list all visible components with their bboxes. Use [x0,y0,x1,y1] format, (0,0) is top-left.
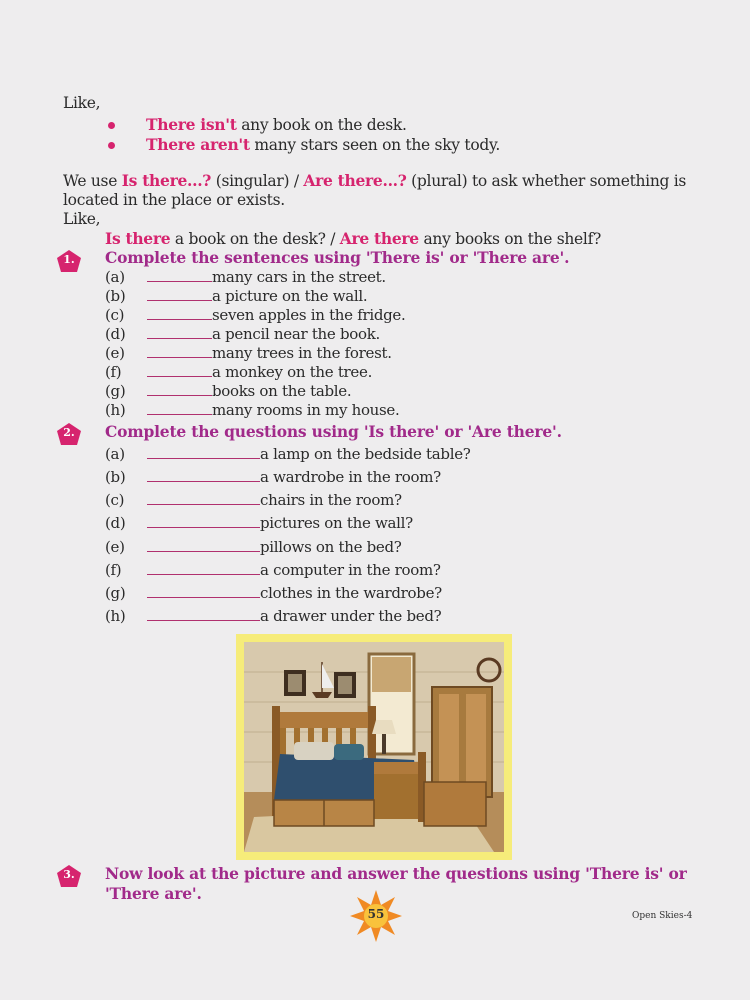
page-number-sun-icon [350,890,402,942]
like-label-2: Like, [63,210,101,228]
rule-line-2: located in the place or exists. [63,191,285,209]
answer-blank[interactable] [147,445,260,459]
like-label-1: Like, [63,94,101,112]
bedroom-picture-frame [236,634,512,860]
exercise-1-item: (d) a pencil near the book. [105,325,380,343]
exercise-1-item: (a) many cars in the street. [105,268,386,286]
section-3-heading-line-2: 'There are'. [105,884,202,903]
exercise-2-item: (e) pillows on the bed? [105,538,402,556]
book-title: Open Skies-4 [632,911,693,921]
answer-blank[interactable] [147,306,212,320]
exercise-1-item: (c) seven apples in the fridge. [105,306,406,324]
section-3-badge: 3. [57,865,81,887]
answer-blank[interactable] [147,561,260,575]
page-number: 55 [367,907,385,921]
exercise-2-item: (c) chairs in the room? [105,491,402,509]
section-1-heading: Complete the sentences using 'There is' or 'There are'. [105,248,570,267]
answer-blank[interactable] [147,468,260,482]
exercise-2-item: (b) a wardrobe in the room? [105,468,441,486]
answer-blank[interactable] [147,401,212,415]
exercise-2-item: (a) a lamp on the bedside table? [105,445,471,463]
exercise-1-item: (e) many trees in the forest. [105,344,392,362]
exercise-2-item: (f) a computer in the room? [105,561,441,579]
section-2-badge: 2. [57,423,81,445]
answer-blank[interactable] [147,344,212,358]
question-example: Is there a book on the desk? / Are there any books on the shelf? [105,229,602,248]
answer-blank[interactable] [147,607,260,621]
exercise-1-item: (h) many rooms in my house. [105,401,400,419]
example-sentence-1: There isn't any book on the desk. [146,115,407,134]
exercise-2-item: (d) pictures on the wall? [105,514,413,532]
rule-line-1: We use Is there...? (singular) / Are there...? (plural) to ask whether something is [63,171,687,190]
exercise-1-item: (g) books on the table. [105,382,352,400]
answer-blank[interactable] [147,584,260,598]
exercise-2-item: (g) clothes in the wardrobe? [105,584,442,602]
example-sentence-2: There aren't many stars seen on the sky tody. [146,135,500,154]
answer-blank[interactable] [147,268,212,282]
answer-blank[interactable] [147,514,260,528]
exercise-2-item: (h) a drawer under the bed? [105,607,442,625]
exercise-1-item: (b) a picture on the wall. [105,287,368,305]
bedroom-picture [244,642,504,852]
answer-blank[interactable] [147,538,260,552]
bullet-icon [108,142,115,149]
answer-blank[interactable] [147,491,260,505]
section-2-heading: Complete the questions using 'Is there' or 'Are there'. [105,422,562,441]
answer-blank[interactable] [147,287,212,301]
answer-blank[interactable] [147,325,212,339]
answer-blank[interactable] [147,382,212,396]
exercise-1-item: (f) a monkey on the tree. [105,363,373,381]
section-1-badge: 1. [57,250,81,272]
bullet-icon [108,122,115,129]
answer-blank[interactable] [147,363,212,377]
section-3-heading-line-1: Now look at the picture and answer the questions using 'There is' or [105,864,687,883]
